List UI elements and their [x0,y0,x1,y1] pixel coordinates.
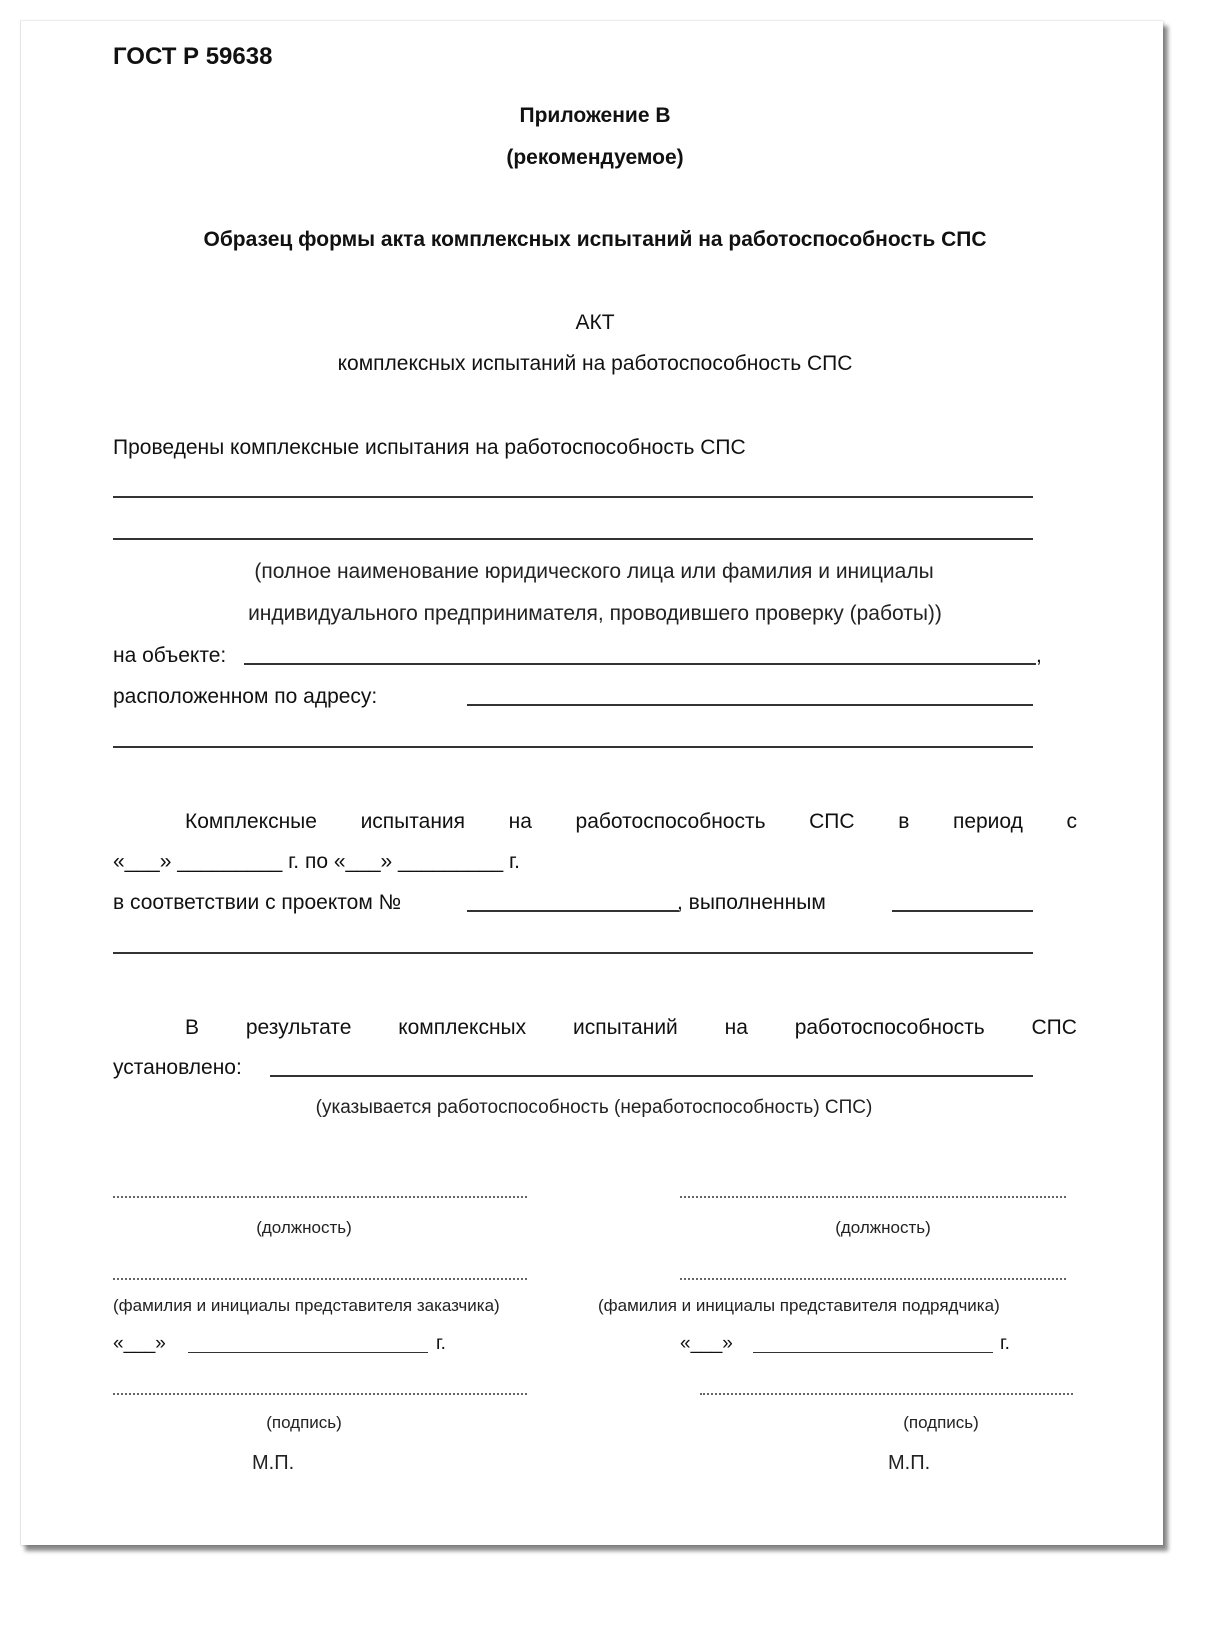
word: работоспособность [575,810,766,833]
result-sentence [185,1016,1077,1040]
object-field[interactable] [244,663,1036,665]
standard-number: ГОСТ Р 59638 [113,43,273,70]
customer-signature-hint: (подпись) [266,1413,342,1432]
word: период [952,810,1023,833]
customer-name-field[interactable] [113,1278,527,1280]
act-subtitle: комплексных испытаний на работоспособность СПС [337,352,853,375]
org-hint-line-2: индивидуального предпринимателя, проводившего проверку (работы)) [248,602,942,625]
address-label: расположенном по адресу: [113,685,378,708]
object-comma: , [1036,644,1042,667]
word: Комплексные [185,810,317,833]
act-title: АКТ [575,311,615,334]
result-hint: (указывается работоспособность (неработоспособность) СПС) [315,1097,873,1118]
customer-name-hint: (фамилия и инициалы представителя заказчика) [113,1296,500,1315]
contractor-date-field[interactable] [753,1352,993,1353]
project-number-field[interactable] [467,910,679,912]
object-label: на объекте: [113,644,227,667]
project-label: в соответствии с проектом № [113,891,402,914]
result-field[interactable] [270,1075,1033,1077]
word: СПС [809,810,855,833]
address-field-line-2[interactable] [113,746,1033,748]
org-name-field-line-1[interactable] [113,496,1033,498]
contractor-position-hint: (должность) [835,1218,931,1237]
appendix-status: (рекомендуемое) [506,146,684,169]
contractor-name-field[interactable] [680,1278,1066,1280]
intro-text: Проведены комплексные испытания на работоспособность СПС [113,436,746,459]
org-name-field-line-2[interactable] [113,538,1033,540]
word: испытания [360,810,466,833]
customer-position-field[interactable] [113,1196,527,1198]
period-dates-field[interactable]: «___» _________ г. по «___» _________ г. [113,850,520,873]
customer-date-year: г. [436,1333,446,1354]
word: с [1066,810,1077,833]
customer-signature-field[interactable] [113,1393,527,1395]
word: результате [245,1016,352,1039]
word: испытаний [572,1016,678,1039]
contractor-signature-field[interactable] [700,1393,1073,1395]
contractor-signature-hint: (подпись) [903,1413,979,1432]
customer-stamp: М.П. [252,1452,295,1474]
word: на [724,1016,748,1039]
period-sentence [185,810,1077,834]
contractor-stamp: М.П. [888,1452,931,1474]
address-field-line-1[interactable] [467,704,1033,706]
word: на [508,810,532,833]
word: СПС [1031,1016,1077,1039]
project-performed-label: , выполненным [677,891,826,914]
word: работоспособность [794,1016,985,1039]
performer-field-line-2[interactable] [113,952,1033,954]
org-hint-line-1: (полное наименование юридического лица или фамилия и инициалы [254,560,934,583]
appendix-title: Приложение В [519,104,671,127]
performer-field-line-1[interactable] [892,910,1033,912]
word: в [898,810,910,833]
customer-date-field[interactable] [188,1352,428,1353]
contractor-date-year: г. [1000,1333,1010,1354]
result-label: установлено: [113,1056,242,1079]
contractor-position-field[interactable] [680,1196,1066,1198]
customer-position-hint: (должность) [256,1218,352,1237]
form-title: Образец формы акта комплексных испытаний на работоспособность СПС [203,228,987,251]
contractor-date-day[interactable]: «___» [680,1333,733,1354]
contractor-name-hint: (фамилия и инициалы представителя подрядчика) [598,1296,1000,1315]
word: комплексных [398,1016,527,1039]
word: В [185,1016,200,1039]
customer-date-day[interactable]: «___» [113,1333,166,1354]
